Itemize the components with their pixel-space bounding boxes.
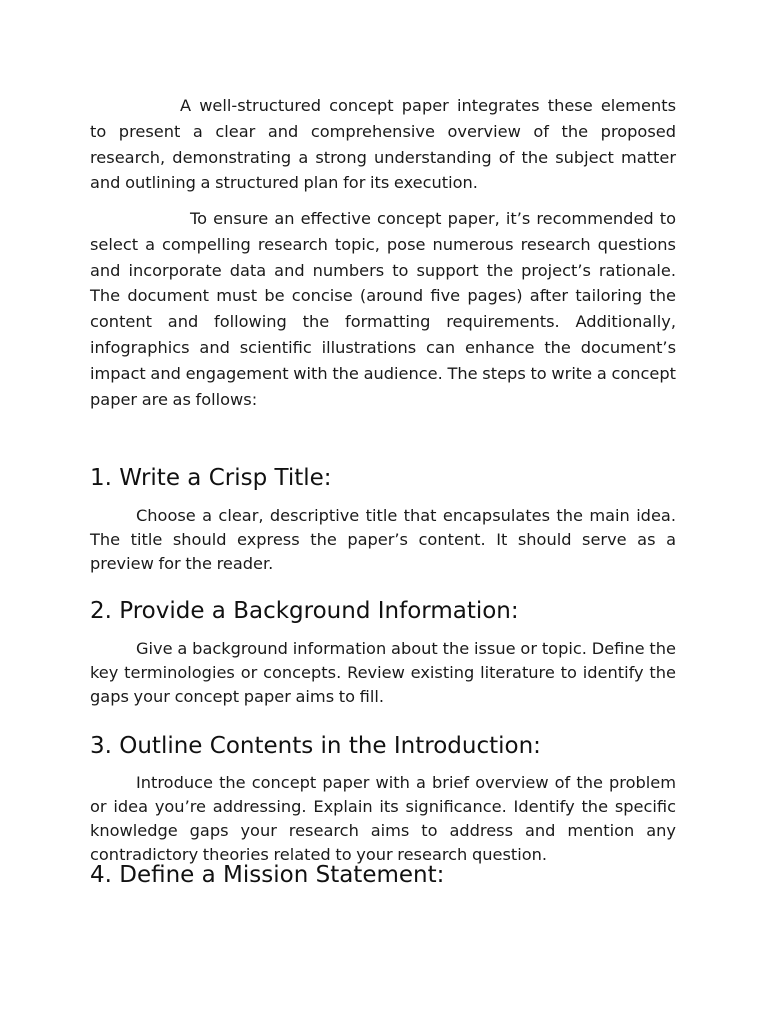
section-body-title: Choose a clear, descriptive title that encapsulates the main idea. The title should express the paper’s content. It should serve as a preview for the reader. bbox=[90, 506, 676, 573]
section-heading-introduction: 3. Outline Contents in the Introduction: bbox=[90, 733, 541, 759]
intro-paragraph-1: A well-structured concept paper integrates these elements to present a clear and comprehensive overview of the proposed research, demonstrating a strong understanding of the subject matter and outlining a structured plan for its execution. bbox=[90, 96, 676, 193]
intro-paragraph-2: To ensure an effective concept paper, it’s recommended to select a compelling research topic, pose numerous research questions and incorporate data and numbers to support the project’s rationale. The document must be concise (around five pages) after tailoring the content and following the formatting requirements. Additionally, infographics and scientific illustrations can enhance the document’s impact and engagement with the audience. The steps to write a concept paper are as follows: bbox=[90, 209, 676, 409]
section-body-introduction: Introduce the concept paper with a brief overview of the problem or idea you’re addressing. Explain its significance. Identify the specific knowledge gaps your research aims to address and mention any contradictory theories related to your research question. bbox=[90, 773, 676, 864]
section-body-background: Give a background information about the issue or topic. Define the key terminologies or concepts. Review existing literature to identify the gaps your concept paper aims to fill. bbox=[90, 639, 676, 706]
section-heading-background: 2. Provide a Background Information: bbox=[90, 598, 519, 624]
section-heading-mission-statement: 4. Define a Mission Statement: bbox=[90, 862, 445, 888]
section-heading-title: 1. Write a Crisp Title: bbox=[90, 465, 332, 491]
document-page bbox=[90, 0, 676, 1024]
